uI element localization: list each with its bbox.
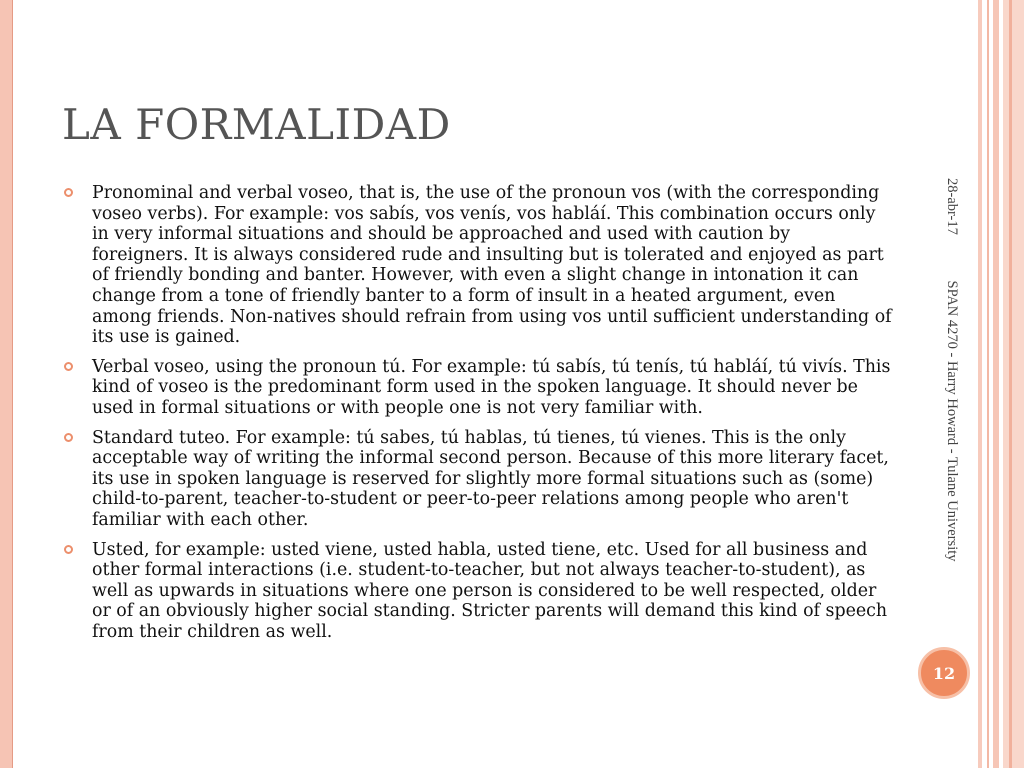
- bullet-circle-icon: [64, 362, 73, 371]
- right-decorative-stripe: [1009, 0, 1012, 768]
- right-decorative-stripe: [1003, 0, 1024, 768]
- left-border-line: [12, 0, 13, 768]
- bullet-circle-icon: [64, 188, 73, 197]
- right-decorative-stripe: [993, 0, 999, 768]
- left-decorative-border: [0, 0, 12, 768]
- bullet-text: Standard tuteo. For example: tú sabes, tú hablas, tú tienes, tú vienes. This is the only acceptable way of writing the informal second person. Because of this more literary facet, its use in spoken language is reserved for slightly more formal situations such as (some) child-to-parent, teacher-to-student or peer-to-peer relations among people who aren't familiar with each other.: [92, 427, 889, 530]
- bullet-circle-icon: [64, 433, 73, 442]
- slide-title: LA FORMALIDAD: [62, 100, 451, 149]
- bullet-item: [62, 357, 892, 419]
- bullet-item: [62, 428, 892, 531]
- bullet-text: Usted, for example: usted viene, usted habla, usted tiene, etc. Used for all business and other formal interactions (i.e. student-to-teacher, but not always teacher-to-student), as well as upwards in situations where one person is considered to be well respected, older or of an obviously higher social standing. Stricter parents will demand this kind of speech from their children as well.: [92, 539, 888, 642]
- slide-date: 28-abr-17: [944, 178, 960, 235]
- bullet-item: [62, 183, 892, 348]
- page-number-badge: [918, 647, 970, 699]
- footer-text: SPAN 4270 - Harry Howard - Tulane University: [944, 280, 960, 562]
- page-number: 12: [932, 663, 956, 683]
- bullet-text: Pronominal and verbal voseo, that is, the use of the pronoun vos (with the corresponding voseo verbs). For example: vos sabís, vos venís, vos habláí. This combination occurs only in very informal situations and should be approached and used with caution by foreigners. It is always considered rude and insulting but is tolerated and enjoyed as part of friendly bonding and banter. However, with even a slight change in intonation it can change from a tone of friendly banter to a form of insult in a heated argument, even among friends. Non-natives should refrain from using vos until sufficient understanding of its use is gained.: [92, 183, 892, 348]
- right-decorative-stripe: [987, 0, 989, 768]
- right-decorative-stripe: [978, 0, 982, 768]
- bullet-text: Verbal voseo, using the pronoun tú. For example: tú sabís, tú tenís, tú habláí, tú vivís. This kind of voseo is the predominant form used in the spoken language. It should never be used in formal situations or with people one is not very familiar with.: [92, 356, 891, 418]
- vertical-footer: [943, 178, 960, 562]
- bullet-circle-icon: [64, 545, 73, 554]
- bullet-item: [62, 540, 892, 643]
- bullet-list: [62, 183, 892, 651]
